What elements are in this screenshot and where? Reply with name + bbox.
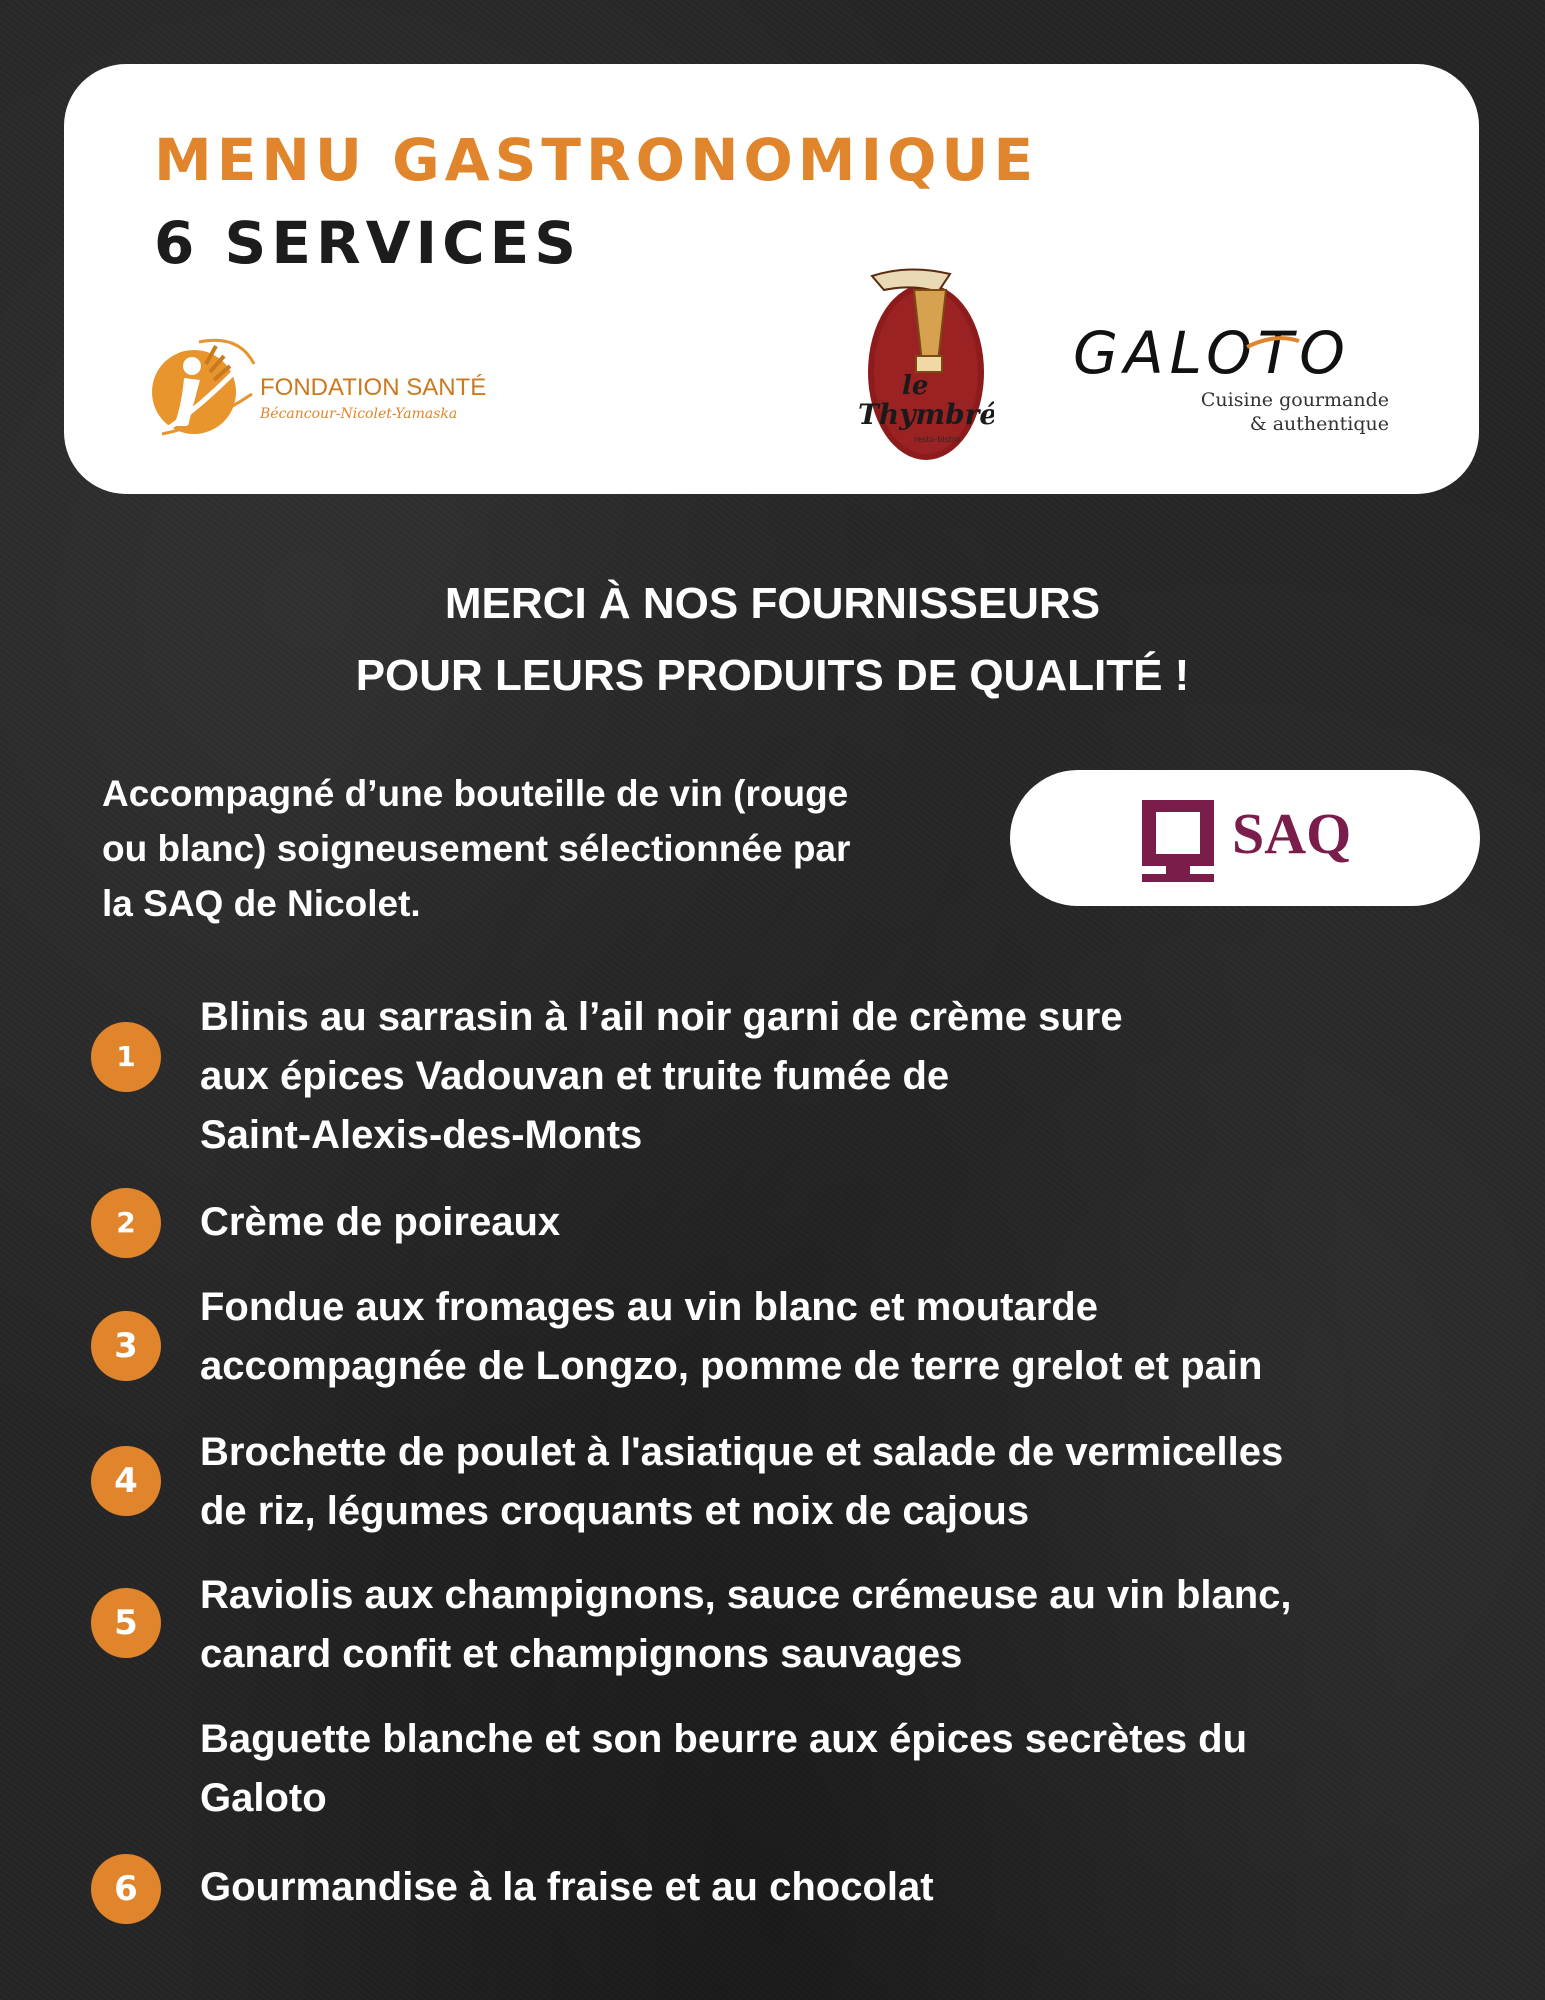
course-2 xyxy=(200,1193,1500,1252)
fondation-subtitle: Bécancour-Nicolet-Yamaska xyxy=(260,406,458,422)
thanks-line-1: MERCI À NOS FOURNISSEURS xyxy=(444,579,1101,628)
wine-line-1: Accompagné d’une bouteille de vin (rouge xyxy=(102,773,849,814)
galoto-logo xyxy=(1069,319,1429,439)
course-3 xyxy=(200,1278,1500,1396)
course-2-badge: 2 xyxy=(91,1188,161,1258)
saq-logo xyxy=(1010,770,1480,906)
course-bread-line-2: Galoto xyxy=(200,1776,327,1820)
wine-line-3: la SAQ de Nicolet. xyxy=(102,883,421,924)
course-1-line-3: Saint-Alexis-des-Monts xyxy=(200,1113,643,1157)
fondation-sante-logo xyxy=(144,334,544,444)
course-1-badge: 1 xyxy=(91,1022,161,1092)
thymbre-name: Thymbré xyxy=(858,398,994,431)
course-6-line-1: Gourmandise à la fraise et au chocolat xyxy=(200,1865,934,1909)
thanks-heading xyxy=(0,568,1545,712)
thanks-line-2: POUR LEURS PRODUITS DE QUALITÉ ! xyxy=(355,651,1190,700)
course-6-badge: 6 xyxy=(91,1854,161,1924)
course-4 xyxy=(200,1423,1500,1541)
course-bread xyxy=(200,1710,1500,1828)
header-card xyxy=(64,64,1479,494)
wheat-figure-icon xyxy=(144,334,259,444)
course-4-line-1: Brochette de poulet à l'asiatique et salade de vermicelles xyxy=(200,1430,1284,1474)
le-thymbre-logo xyxy=(854,264,994,464)
thymbre-le: le xyxy=(902,371,929,401)
menu-title: MENU GASTRONOMIQUE xyxy=(154,126,1039,194)
saq-icon xyxy=(1140,798,1216,884)
fondation-name: FONDATION SANTÉ xyxy=(260,374,487,401)
wine-line-2: ou blanc) soigneusement sélectionnée par xyxy=(102,828,851,869)
menu-subtitle: 6 SERVICES xyxy=(154,209,582,277)
course-3-line-2: accompagnée de Longzo, pomme de terre grelot et pain xyxy=(200,1344,1263,1388)
course-4-line-2: de riz, légumes croquants et noix de cajous xyxy=(200,1489,1030,1533)
thymbre-sub: resto-bistro xyxy=(914,435,960,444)
course-1-line-1: Blinis au sarrasin à l’ail noir garni de crème sure xyxy=(200,995,1123,1039)
course-5-line-2: canard confit et champignons sauvages xyxy=(200,1632,963,1676)
course-3-badge: 3 xyxy=(91,1311,161,1381)
course-5-line-1: Raviolis aux champignons, sauce crémeuse au vin blanc, xyxy=(200,1573,1292,1617)
course-5-badge: 5 xyxy=(91,1588,161,1658)
course-3-line-1: Fondue aux fromages au vin blanc et moutarde xyxy=(200,1285,1098,1329)
course-bread-line-1: Baguette blanche et son beurre aux épices secrètes du xyxy=(200,1717,1248,1761)
course-1-line-2: aux épices Vadouvan et truite fumée de xyxy=(200,1054,950,1098)
galoto-tagline-2: & authentique xyxy=(1249,413,1389,435)
wine-note xyxy=(102,766,972,931)
course-1 xyxy=(200,988,1500,1165)
galoto-name: GALOTO xyxy=(1073,319,1351,387)
galoto-tagline-1: Cuisine gourmande xyxy=(1200,389,1389,411)
course-5 xyxy=(200,1566,1500,1684)
course-6 xyxy=(200,1858,1500,1917)
saq-name: SAQ xyxy=(1232,801,1352,866)
course-2-line-1: Crème de poireaux xyxy=(200,1200,561,1244)
course-4-badge: 4 xyxy=(91,1446,161,1516)
